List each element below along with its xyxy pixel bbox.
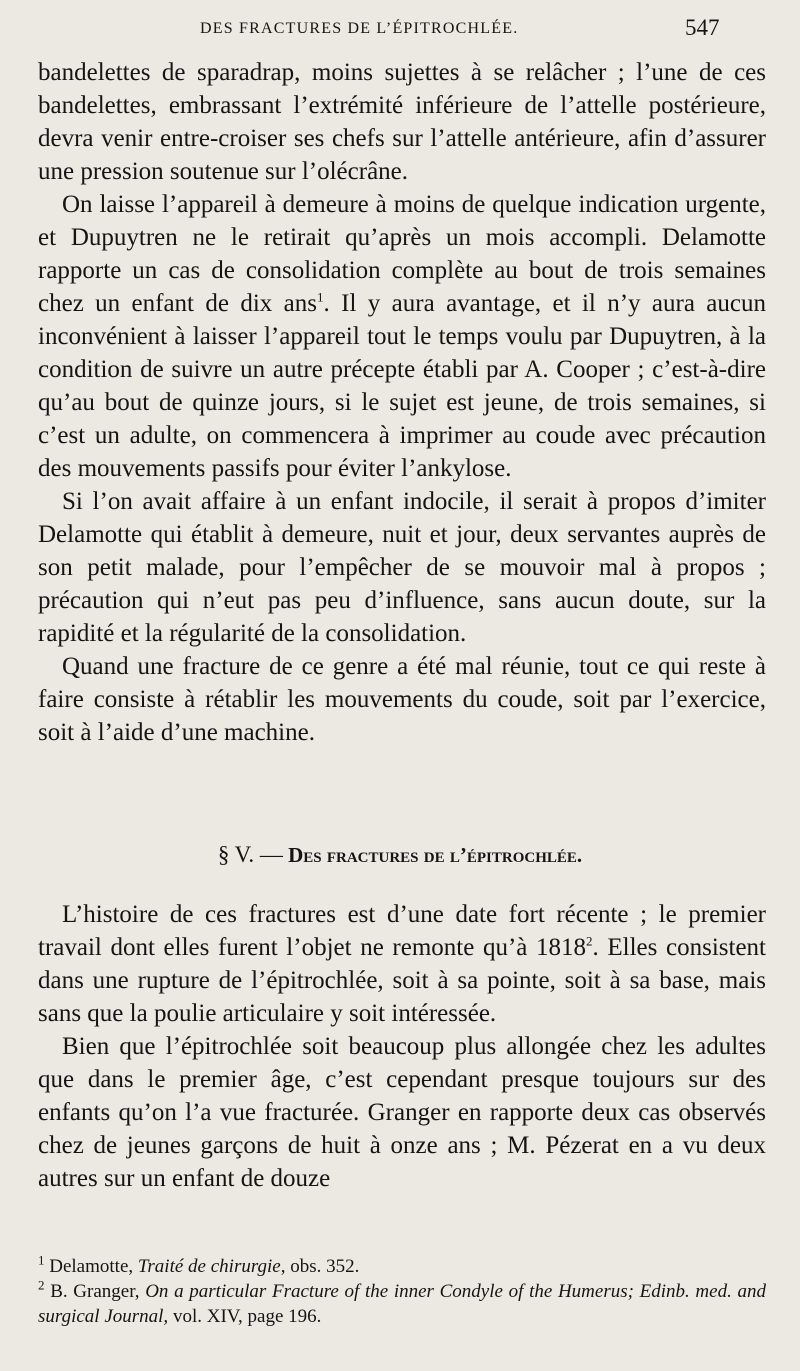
footnote-author: Delamotte, (49, 1256, 138, 1277)
footnote (38, 1279, 766, 1329)
paragraph-text: On laisse l’appareil à demeure à moins de quelque indication urgente, et Dupuytren ne le retirait qu’après un mois accompli. Delamotte rapporte un cas de consolidation complète au bout de trois semaines chez un enfant de dix ans (38, 191, 766, 317)
section-body-text (38, 898, 766, 1195)
footnote-rest: , obs. 352. (280, 1256, 360, 1277)
paragraph: Si l’on avait affaire à un enfant indocile, il serait à propos d’imiter Delamotte qui établit à demeure, nuit et jour, deux servantes auprès de son petit malade, pour l’empêcher de se mouvoir mal à propos ; précaution qui n’eut pas peu d’influence, sans aucun doute, sur la rapidité et la régularité de la consolidation. (38, 488, 766, 647)
footnote-mark: 1 (317, 289, 324, 305)
paragraph-text: . Elles consistent dans une rupture de l’épitrochlée, soit à sa pointe, soit à sa base, mais sans que la poulie articulaire y soit intéressée. (38, 934, 766, 1027)
paragraph (38, 188, 766, 485)
paragraph: bandelettes de sparadrap, moins sujettes à se relâcher ; l’une de ces bandelettes, embrassant l’extrémité inférieure de l’attelle postérieure, devra venir entre-croiser ses chefs sur l’attelle antérieure, afin d’assurer une pression soutenue sur l’olécrâne. (38, 59, 766, 185)
section-number: § V. — (217, 842, 283, 867)
section-title: Des fractures de l’épitrochlée. (288, 843, 583, 867)
running-title: DES FRACTURES DE L’ÉPITROCHLÉE. (200, 20, 519, 37)
footnote-mark: 2 (586, 933, 593, 949)
footnote-author: B. Granger, (50, 1281, 146, 1302)
section-heading (0, 842, 800, 868)
footnotes (38, 1254, 766, 1329)
paragraph: Bien que l’épitrochlée soit beaucoup plus allongée chez les adultes que dans le premier âge, c’est cependant presque toujours sur des enfants qu’on l’a vue fracturée. Granger en rapporte deux cas observés chez de jeunes garçons de huit à onze ans ; M. Pézerat en a vu deux autres sur un enfant de douze (38, 1033, 766, 1192)
page-number: 547 (685, 15, 720, 40)
running-head (0, 10, 800, 50)
footnote-title: On a particular Fracture of the inner Condyle of the Humerus; Edinb. med. and surgical Journal, (38, 1281, 767, 1327)
footnote (38, 1254, 766, 1279)
body-text (38, 56, 766, 749)
footnote-rest: vol. XIV, page 196. (168, 1306, 322, 1327)
paragraph-text: . Il y aura avantage, et il n’y aura aucun inconvénient à laisser l’appareil tout le temps voulu par Dupuytren, à la condition de suivre un autre précepte établi par A. Cooper ; c’est-à-dire qu’au bout de quinze jours, si le sujet est jeune, de trois semaines, si c’est un adulte, on commencera à imprimer au coude avec précaution des mouvements passifs pour éviter l’ankylose. (38, 290, 766, 482)
footnote-number: 2 (38, 1277, 45, 1293)
footnote-title: Traité de chirurgie (137, 1256, 281, 1277)
paragraph (38, 898, 766, 1030)
footnote-number: 1 (38, 1252, 45, 1268)
paragraph-text: L’histoire de ces fractures est d’une date fort récente ; le premier travail dont elles furent l’objet ne remonte qu’à 1818 (38, 901, 766, 961)
paragraph: Quand une fracture de ce genre a été mal réunie, tout ce qui reste à faire consiste à rétablir les mouvements du coude, soit par l’exercice, soit à l’aide d’une machine. (38, 653, 766, 746)
